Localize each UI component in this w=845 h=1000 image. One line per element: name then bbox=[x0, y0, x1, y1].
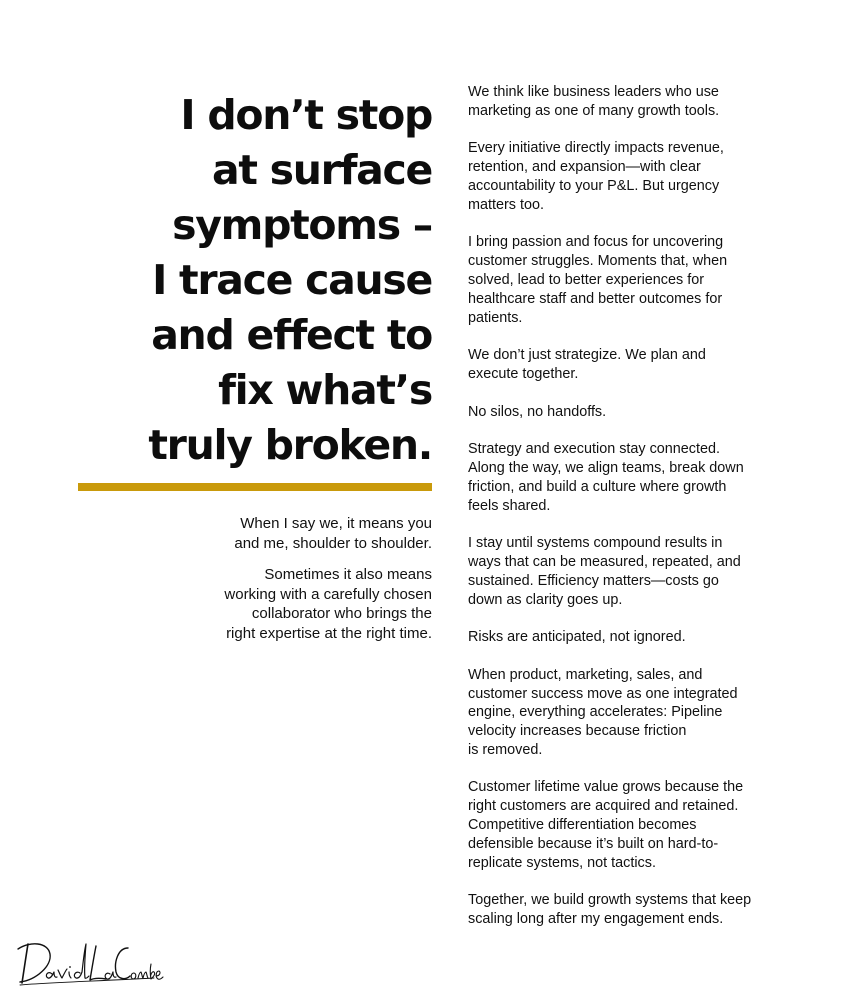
text-line: engine, everything accelerates: Pipeline bbox=[468, 704, 723, 721]
body-paragraph bbox=[468, 534, 788, 609]
body-paragraph bbox=[468, 666, 788, 760]
text-line: Customer lifetime value grows because the bbox=[468, 779, 744, 796]
headline bbox=[60, 88, 432, 473]
headline-line: at surface bbox=[212, 146, 432, 194]
headline-line: truly broken. bbox=[148, 421, 432, 469]
left-note-paragraph bbox=[150, 565, 432, 643]
text-line: ways that can be measured, repeated, and bbox=[468, 553, 741, 570]
text-line: I bring passion and focus for uncovering bbox=[468, 234, 724, 251]
signature-icon bbox=[14, 936, 164, 988]
text-line: is removed. bbox=[468, 741, 543, 758]
text-line: We don’t just strategize. We plan and bbox=[468, 347, 706, 364]
accent-rule bbox=[78, 483, 432, 491]
body-paragraph bbox=[468, 233, 788, 327]
body-paragraph bbox=[468, 139, 788, 214]
text-line: collaborator who brings the bbox=[251, 605, 432, 622]
body-paragraph bbox=[468, 403, 788, 422]
left-notes bbox=[150, 514, 432, 655]
text-line: patients. bbox=[468, 309, 523, 326]
text-line: marketing as one of many growth tools. bbox=[468, 102, 720, 119]
text-line: replicate systems, not tactics. bbox=[468, 854, 656, 871]
headline-line: symptoms – bbox=[172, 201, 432, 249]
text-line: customer struggles. Moments that, when bbox=[468, 253, 728, 270]
text-line: feels shared. bbox=[468, 497, 551, 514]
text-line: right expertise at the right time. bbox=[226, 624, 432, 642]
text-line: scaling long after my engagement ends. bbox=[468, 911, 724, 928]
body-paragraph bbox=[468, 83, 788, 121]
body-column bbox=[468, 83, 788, 948]
text-line: No silos, no handoffs. bbox=[468, 403, 607, 420]
text-line: friction, and build a culture where growth bbox=[468, 478, 727, 495]
headline-line: I trace cause bbox=[152, 256, 432, 304]
body-paragraph bbox=[468, 628, 788, 647]
text-line: execute together. bbox=[468, 365, 579, 382]
text-line: and me, shoulder to shoulder. bbox=[234, 534, 432, 552]
headline-line: fix what’s bbox=[218, 366, 432, 414]
text-line: Every initiative directly impacts revenue, bbox=[468, 140, 724, 157]
headline-line: and effect to bbox=[151, 311, 432, 359]
text-line: When I say we, it means you bbox=[240, 515, 432, 532]
text-line: Sometimes it also means bbox=[264, 566, 432, 583]
text-line: healthcare staff and better outcomes for bbox=[468, 290, 723, 307]
text-line: solved, lead to better experiences for bbox=[468, 271, 704, 288]
text-line: We think like business leaders who use bbox=[468, 84, 719, 100]
text-line: defensible because it’s built on hard-to- bbox=[468, 835, 719, 852]
text-line: Risks are anticipated, not ignored. bbox=[468, 629, 686, 646]
text-line: When product, marketing, sales, and bbox=[468, 666, 703, 683]
body-paragraph bbox=[468, 891, 788, 929]
body-paragraph bbox=[468, 440, 788, 515]
headline-line: I don’t stop bbox=[180, 91, 432, 139]
body-paragraph bbox=[468, 346, 788, 384]
body-paragraph bbox=[468, 778, 788, 872]
text-line: matters too. bbox=[468, 196, 544, 213]
text-line: retention, and expansion—with clear bbox=[468, 159, 701, 176]
text-line: working with a carefully chosen bbox=[224, 585, 432, 603]
text-line: Together, we build growth systems that keep bbox=[468, 892, 752, 909]
text-line: I stay until systems compound results in bbox=[468, 535, 723, 552]
text-line: sustained. Efficiency matters—costs go bbox=[468, 572, 719, 589]
text-line: velocity increases because friction bbox=[468, 723, 687, 740]
left-note-paragraph bbox=[150, 514, 432, 553]
text-line: Competitive differentiation becomes bbox=[468, 817, 697, 834]
text-line: Strategy and execution stay connected. bbox=[468, 441, 720, 458]
text-line: Along the way, we align teams, break down bbox=[468, 459, 744, 476]
text-line: accountability to your P&L. But urgency bbox=[468, 177, 720, 194]
text-line: down as clarity goes up. bbox=[468, 591, 623, 608]
text-line: right customers are acquired and retained. bbox=[468, 798, 739, 815]
text-line: customer success move as one integrated bbox=[468, 685, 738, 702]
